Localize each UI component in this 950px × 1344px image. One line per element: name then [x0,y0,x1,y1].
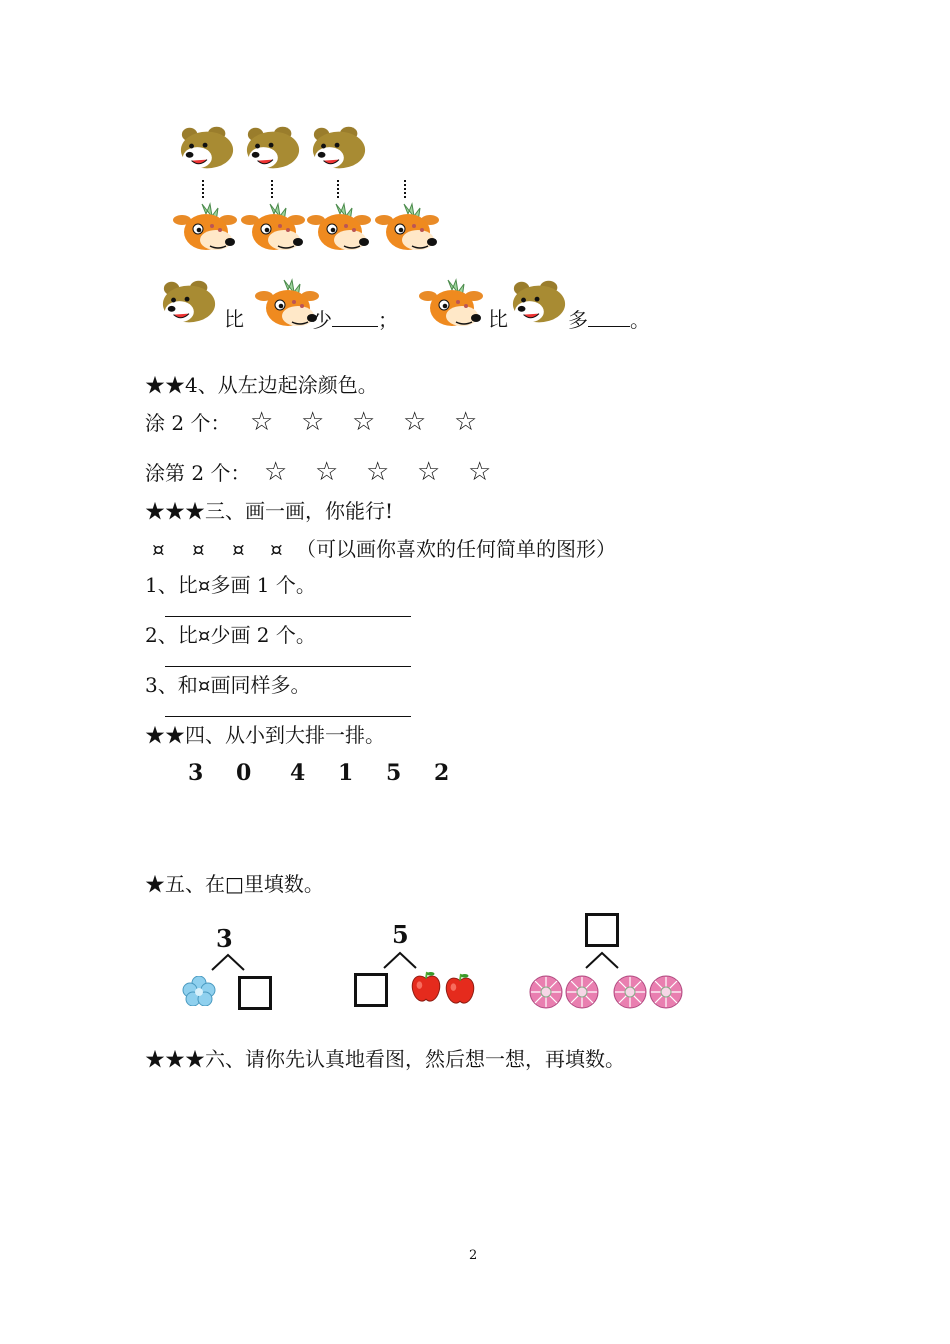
section3-item-1: 1、比¤多画 1 个。 [145,573,316,597]
deer-icon [240,202,306,254]
dotted-connector [271,180,275,198]
sort-number: 1 [338,760,354,786]
answer-box[interactable] [354,973,388,1007]
compare-word: 比 [488,307,508,331]
star-outline-icon[interactable]: ☆ [315,457,339,487]
star-outline-icon[interactable]: ☆ [454,407,478,437]
pink-flower-icon [613,975,647,1009]
bear-icon [178,126,236,172]
currency-symbol: ¤ [270,537,283,561]
currency-symbol: ¤ [232,537,245,561]
section3-item-2: 2、比¤少画 2 个。 [145,623,316,647]
sort-number: 4 [290,760,306,786]
bear-icon [510,280,568,326]
answer-blank[interactable] [588,306,630,327]
star-outline-icon[interactable]: ☆ [301,407,325,437]
apple-icon [410,970,442,1004]
section6-title: ★★★六、请你先认真地看图，然后想一想，再填数。 [145,1047,625,1071]
answer-box[interactable] [585,913,619,947]
less-word: 少 ； [312,308,398,332]
sort-number: 3 [188,760,204,786]
animal-illustration [170,120,450,260]
section3-item-3: 3、和¤画同样多。 [145,673,311,697]
pink-flower-icon [565,975,599,1009]
bear-icon [244,126,302,172]
drawing-line[interactable] [165,716,411,717]
tree-top-number: 5 [392,920,409,949]
star-outline-icon[interactable]: ☆ [417,457,441,487]
dotted-connector [337,180,341,198]
star-outline-icon[interactable]: ☆ [250,407,274,437]
section3-title: ★★★三、画一画，你能行! [145,499,394,523]
apple-icon [444,972,476,1006]
page-number: 2 [469,1248,478,1263]
pink-flower-icon [529,975,563,1009]
q4-row1-label: 涂 2 个： [145,411,231,435]
split-lines [582,950,622,970]
deer-icon [254,278,320,330]
deer-icon [306,202,372,254]
dotted-connector [404,180,408,198]
q4-row2-label: 涂第 2 个： [145,461,251,485]
q4-title: ★★4、从左边起涂颜色。 [145,373,378,397]
sort-number: 2 [434,760,450,786]
star-outline-icon[interactable]: ☆ [352,407,376,437]
drawing-line[interactable] [165,666,411,667]
deer-icon [374,202,440,254]
section5-title: ★五、在□里填数。 [145,872,324,896]
star-outline-icon[interactable]: ☆ [264,457,288,487]
star-outline-icon[interactable]: ☆ [403,407,427,437]
sort-number: 5 [386,760,402,786]
compare-word: 比 [224,307,244,331]
currency-symbol: ¤ [152,537,165,561]
section4-title: ★★四、从小到大排一排。 [145,723,385,747]
pink-flower-icon [649,975,683,1009]
flower-icon [182,976,216,1006]
drawing-line[interactable] [165,616,411,617]
dotted-connector [202,180,206,198]
split-lines [208,952,248,972]
deer-icon [418,278,484,330]
star-outline-icon[interactable]: ☆ [468,457,492,487]
currency-symbol: ¤ [192,537,205,561]
section3-note: （可以画你喜欢的任何简单的图形） [296,537,616,561]
split-lines [380,950,420,970]
bear-icon [160,280,218,326]
answer-blank[interactable] [332,306,378,327]
deer-icon [172,202,238,254]
bear-icon [310,126,368,172]
star-outline-icon[interactable]: ☆ [366,457,390,487]
more-word: 多 。 [568,308,650,332]
answer-box[interactable] [238,976,272,1010]
tree-top-number: 3 [216,924,233,953]
sort-number: 0 [236,760,252,786]
